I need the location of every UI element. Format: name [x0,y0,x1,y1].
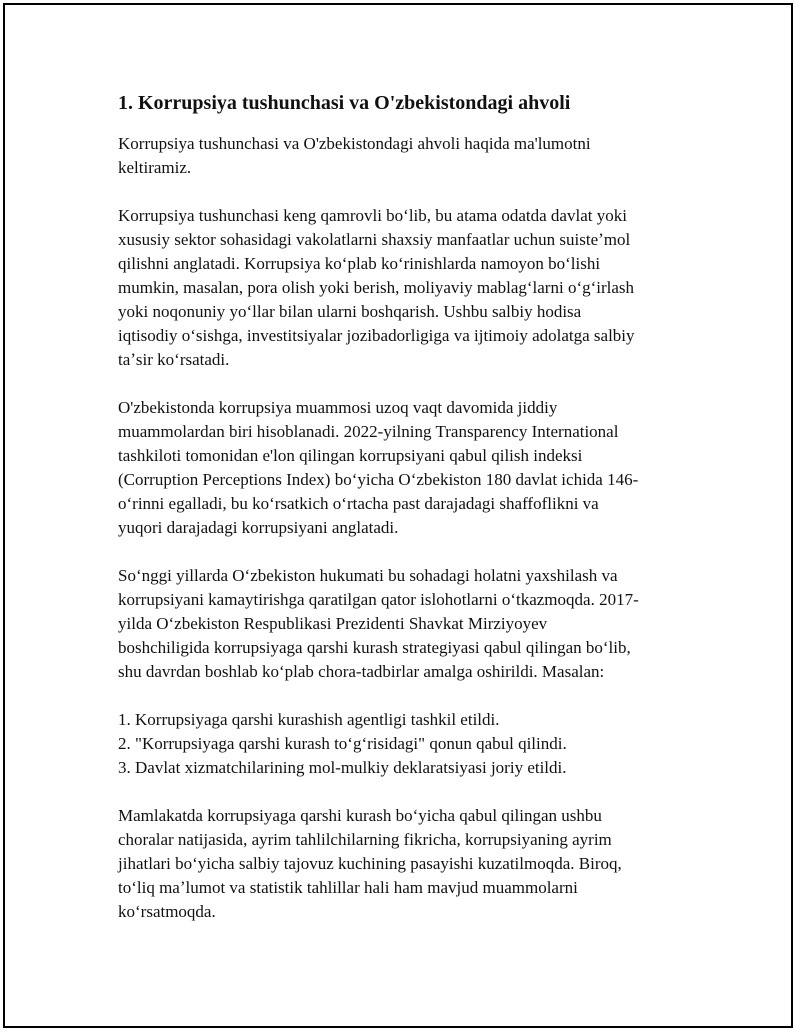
text-line: (Corruption Perceptions Index) boʻyicha Oʻzbekiston 180 davlat ichida 146- [118,470,639,489]
text-line: muammolardan biri hisoblanadi. 2022-yilning Transparency International [118,422,619,441]
text-line: shu davrdan boshlab koʻplab chora-tadbirlar amalga oshirildi. Masalan: [118,662,605,681]
paragraph-uzbekistan-situation [118,396,688,540]
paragraph-intro [118,132,688,180]
list-item: 2. "Korrupsiyaga qarshi kurash toʻgʻrisidagi" qonun qabul qilindi. [118,734,567,753]
list-item: 1. Korrupsiyaga qarshi kurashish agentligi tashkil etildi. [118,710,500,729]
text-line: yilda Oʻzbekiston Respublikasi Prezidenti Shavkat Mirziyoyev [118,614,548,633]
paragraph-closing [118,804,688,924]
text-line: Mamlakatda korrupsiyaga qarshi kurash boʻyicha qabul qilingan ushbu [118,806,602,825]
text-line: jihatlari boʻyicha salbiy tajovuz kuchining pasayishi kuzatilmoqda. Biroq, [118,854,622,873]
text-line: yoki noqonuniy yoʻllar bilan ularni boshqarish. Ushbu salbiy hodisa [118,302,582,321]
text-line: Korrupsiya tushunchasi va O'zbekistondagi ahvoli haqida ma'lumotni [118,134,591,153]
text-line: qilishni anglatadi. Korrupsiya koʻplab koʻrinishlarda namoyon boʻlishi [118,254,601,273]
list-item: 3. Davlat xizmatchilarining mol-mulkiy deklaratsiyasi joriy etildi. [118,758,567,777]
paragraph-definition [118,204,688,372]
text-line: tashkiloti tomonidan e'lon qilingan korrupsiyani qabul qilish indeksi [118,446,583,465]
text-line: oʻrinni egalladi, bu koʻrsatkich oʻrtacha past darajadagi shaffoflikni va [118,494,599,513]
document-body [118,90,688,948]
text-line: Korrupsiya tushunchasi keng qamrovli boʻlib, bu atama odatda davlat yoki [118,206,627,225]
text-line: toʻliq maʼlumot va statistik tahlillar hali ham mavjud muammolarni [118,878,578,897]
measures-list [118,708,688,780]
text-line: taʼsir koʻrsatadi. [118,350,230,369]
text-line: korrupsiyani kamaytirishga qaratilgan qator islohotlarni oʻtkazmoqda. 2017- [118,590,639,609]
text-line: yuqori darajadagi korrupsiyani anglatadi. [118,518,399,537]
text-line: iqtisodiy oʻsishga, investitsiyalar jozibadorligiga va ijtimoiy adolatga salbiy [118,326,635,345]
text-line: koʻrsatmoqda. [118,902,216,921]
document-title: 1. Korrupsiya tushunchasi va O'zbekistondagi ahvoli [118,92,571,114]
text-line: boshchiligida korrupsiyaga qarshi kurash strategiyasi qabul qilingan boʻlib, [118,638,631,657]
text-line: mumkin, masalan, pora olish yoki berish, moliyaviy mablagʻlarni oʻgʻirlash [118,278,635,297]
paragraph-reforms [118,564,688,684]
text-line: choralar natijasida, ayrim tahlilchilarning fikricha, korrupsiyaning ayrim [118,830,612,849]
text-line: Soʻnggi yillarda Oʻzbekiston hukumati bu sohadagi holatni yaxshilash va [118,566,618,585]
text-line: O'zbekistonda korrupsiya muammosi uzoq vaqt davomida jiddiy [118,398,558,417]
text-line: keltiramiz. [118,158,192,177]
text-line: xususiy sektor sohasidagi vakolatlarni shaxsiy manfaatlar uchun suisteʼmol [118,230,631,249]
